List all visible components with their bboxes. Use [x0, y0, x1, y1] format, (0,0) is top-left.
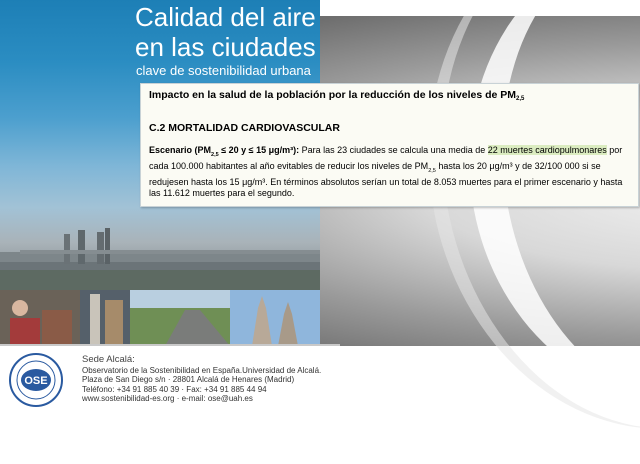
cover-title	[135, 2, 316, 62]
section-title: C.2 MORTALIDAD CARDIOVASCULAR	[149, 122, 340, 134]
ose-logo	[8, 352, 64, 408]
cover-title-line2: en las ciudades	[135, 32, 316, 62]
scenario-lead-subscript: 2,5	[211, 151, 219, 158]
top-white-band	[320, 0, 640, 16]
contact-line-2: Plaza de San Diego s/n · 28801 Alcalá de Henares (Madrid)	[82, 375, 295, 385]
scenario-text-3: hasta los 20 μg/m³ y de 32/100 000 si se redujesen hasta los 15 μg/m³. En términos absolutos serían un total de 8.053 muertes para el primer escenario y hasta las 11.612 muertes para el segundo.	[149, 160, 623, 198]
scenario-lead	[149, 145, 300, 158]
highlighted-figure: 22 muertes cardiopulmonares	[487, 145, 607, 155]
contact-line-3: Teléfono: +34 91 885 40 39 · Fax: +34 91 885 44 94	[82, 384, 267, 394]
contact-heading: Sede Alcalá:	[82, 354, 135, 365]
scenario-text-1: Para las 23 ciudades se calcula una media de	[299, 145, 488, 155]
scenario-paragraph	[149, 145, 635, 199]
scenario-text-2: por cada 100.000 habitantes al año evitables de reducir los niveles de PM	[149, 145, 623, 171]
contact-line-1: Observatorio de la Sostenibilidad en España.Universidad de Alcalá.	[82, 365, 322, 375]
cover-title-line1: Calidad del aire	[135, 2, 316, 32]
box-heading	[149, 89, 524, 101]
cover-subtitle: clave de sostenibilidad urbana	[136, 63, 311, 78]
contact-address	[82, 355, 321, 404]
scenario-text-subscript: 2,5	[428, 167, 436, 174]
ose-logo-text: OSE	[24, 375, 48, 387]
city-skyline-image	[0, 222, 320, 292]
scenario-lead-b: ≤ 20 y ≤ 15 μg/m³):	[218, 145, 300, 155]
box-heading-subscript: 2,5	[516, 96, 525, 102]
content-box	[140, 83, 639, 207]
city-photos-strip	[0, 290, 320, 346]
scenario-lead-a: Escenario (PM	[149, 145, 212, 155]
contact-line-4: www.sostenibilidad-es.org · e-mail: ose@uah.es	[82, 394, 253, 404]
box-heading-text: Impacto en la salud de la población por la reducción de los niveles de PM	[149, 89, 517, 101]
